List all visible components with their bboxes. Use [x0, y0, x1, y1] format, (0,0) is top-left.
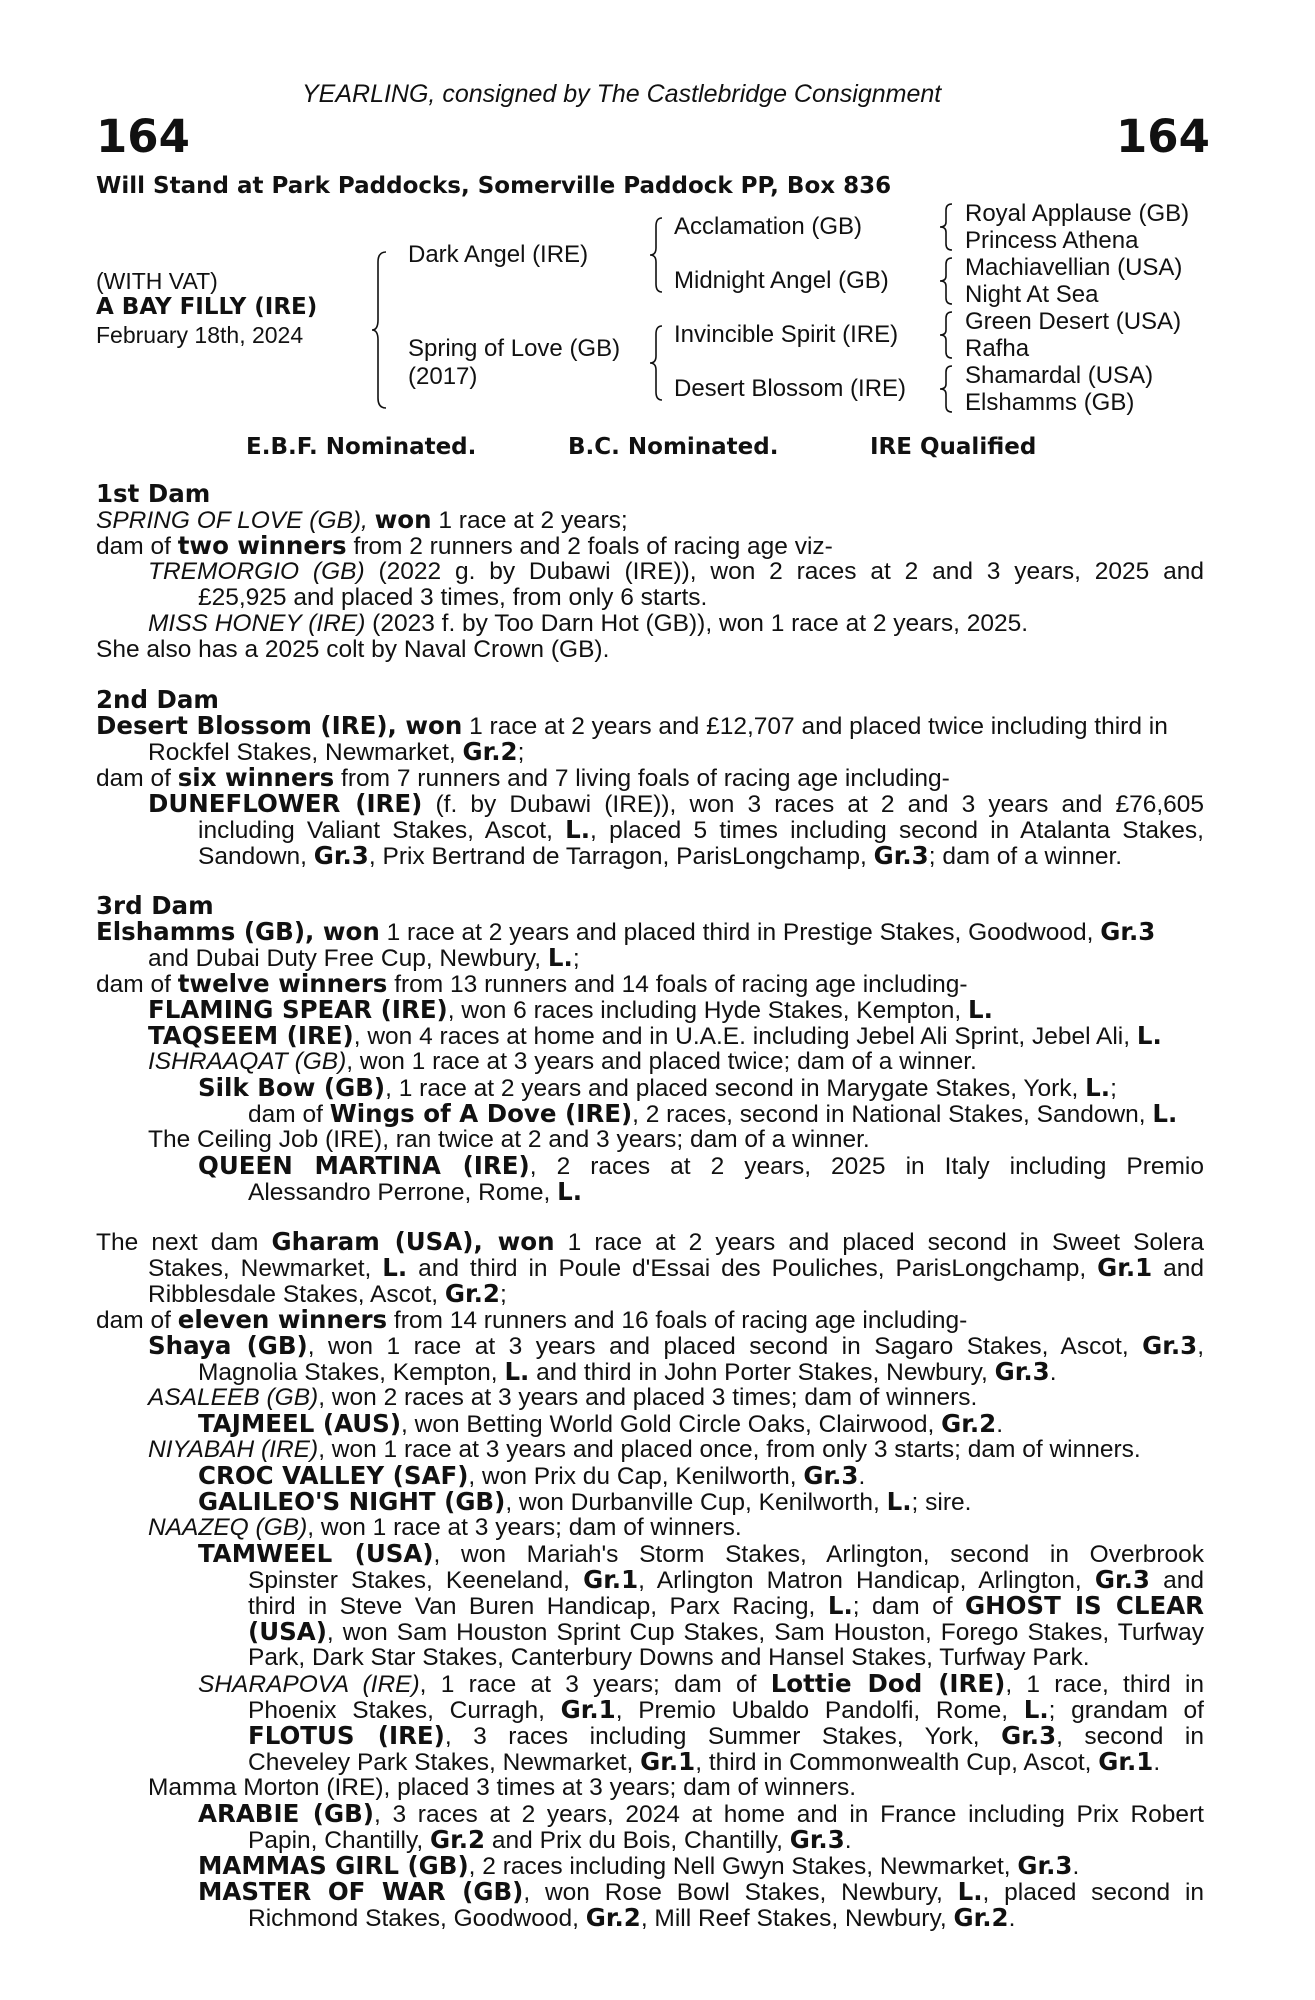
pedigree-gg-4: Night At Sea [965, 281, 1099, 308]
pedigree-bracket-sire [650, 216, 666, 294]
third-dam-line-4: FLAMING SPEAR (IRE), won 6 races including Hyde Stakes, Kempton, L. [148, 995, 993, 1024]
second-dam-line-6: Sandown, Gr.3, Prix Bertrand de Tarragon, ParisLongchamp, Gr.3; dam of a winner. [198, 841, 1123, 870]
pedigree-dam-year: (2017) [408, 363, 478, 390]
next-dam-line-10: CROC VALLEY (SAF), won Prix du Cap, Kenilworth, Gr.3. [198, 1461, 866, 1490]
pedigree-gg-8: Elshamms (GB) [965, 389, 1135, 416]
third-dam-line-7: Silk Bow (GB), 1 race at 2 years and placed second in Marygate Stakes, York, L.; [198, 1073, 1117, 1102]
pedigree-bracket-g1 [940, 202, 956, 252]
second-dam-line-5: including Valiant Stakes, Ascot, L., placed 5 times including second in Atalanta Stakes, [198, 815, 1204, 844]
next-dam-line-19: Phoenix Stakes, Curragh, Gr.1, Premio Ubaldo Pandolfi, Rome, L.; grandam of [248, 1695, 1204, 1724]
pedigree-gg-6: Rafha [965, 335, 1030, 362]
first-dam-line-6: She also has a 2025 colt by Naval Crown (GB). [96, 636, 610, 663]
first-dam-line-3: TREMORGIO (GB) (2022 g. by Dubawi (IRE)), won 2 races at 2 and 3 years, 2025 and [148, 558, 1204, 585]
pedigree-bracket-g3 [940, 310, 956, 360]
pedigree-sire-sire: Acclamation (GB) [674, 213, 863, 240]
next-dam-line-20: FLOTUS (IRE), 3 races including Summer Stakes, York, Gr.3, second in [248, 1721, 1204, 1750]
next-dam-line-4: dam of eleven winners from 14 runners and 16 foals of racing age including- [96, 1305, 968, 1334]
third-dam-line-11: Alessandro Perrone, Rome, L. [248, 1177, 583, 1206]
third-dam-line-10: QUEEN MARTINA (IRE), 2 races at 2 years, 2025 in Italy including Premio [198, 1151, 1204, 1180]
first-dam-line-2: dam of two winners from 2 runners and 2 foals of racing age viz- [96, 531, 833, 560]
next-dam-line-2: Stakes, Newmarket, L. and third in Poule d'Essai des Pouliches, ParisLongchamp, Gr.1 and [148, 1253, 1204, 1282]
next-dam-line-26: MASTER OF WAR (GB), won Rose Bowl Stakes, Newbury, L., placed second in [198, 1877, 1205, 1906]
next-dam-line-1: The next dam Gharam (USA), won 1 race at 2 years and placed second in Sweet Solera [96, 1227, 1204, 1256]
third-dam-line-5: TAQSEEM (IRE), won 4 races at home and in U.A.E. including Jebel Ali Sprint, Jebel Ali, L. [148, 1021, 1162, 1050]
next-dam-line-22: Mamma Morton (IRE), placed 3 times at 3 years; dam of winners. [148, 1774, 857, 1801]
next-dam-line-7: ASALEEB (GB), won 2 races at 3 years and placed 3 times; dam of winners. [148, 1384, 978, 1411]
pedigree-dam-dam: Desert Blossom (IRE) [674, 375, 907, 402]
third-dam-line-8: dam of Wings of A Dove (IRE), 2 races, second in National Stakes, Sandown, L. [248, 1099, 1178, 1128]
pedigree-bracket-g2 [940, 256, 956, 306]
pedigree-dam-sire: Invincible Spirit (IRE) [674, 321, 899, 348]
pedigree-bracket-main [372, 250, 392, 410]
next-dam-line-27: Richmond Stakes, Goodwood, Gr.2, Mill Reef Stakes, Newbury, Gr.2. [248, 1903, 1016, 1932]
pedigree-gg-2: Princess Athena [965, 227, 1139, 254]
next-dam-line-5: Shaya (GB), won 1 race at 3 years and placed second in Sagaro Stakes, Ascot, Gr.3, [148, 1331, 1204, 1360]
second-dam-line-2: Rockfel Stakes, Newmarket, Gr.2; [148, 737, 525, 766]
first-dam-line-1: SPRING OF LOVE (GB), won 1 race at 2 years; [96, 505, 628, 534]
next-dam-line-9: NIYABAH (IRE), won 1 race at 3 years and placed once, from only 3 starts; dam of winners. [148, 1436, 1141, 1463]
third-dam-line-1: Elshamms (GB), won 1 race at 2 years and placed third in Prestige Stakes, Goodwood, Gr.3 [96, 917, 1156, 946]
second-dam-heading: 2nd Dam [96, 685, 219, 714]
pedigree-gg-1: Royal Applause (GB) [965, 200, 1190, 227]
next-dam-line-3: Ribblesdale Stakes, Ascot, Gr.2; [148, 1279, 507, 1308]
next-dam-line-24: Papin, Chantilly, Gr.2 and Prix du Bois, Chantilly, Gr.3. [248, 1825, 852, 1854]
second-dam-line-1: Desert Blossom (IRE), won 1 race at 2 years and £12,707 and placed twice including third in [96, 711, 1168, 740]
second-dam-line-4: DUNEFLOWER (IRE) (f. by Dubawi (IRE)), won 3 races at 2 and 3 years and £76,605 [148, 789, 1205, 818]
third-dam-line-3: dam of twelve winners from 13 runners and 14 foals of racing age including- [96, 969, 968, 998]
first-dam-line-5: MISS HONEY (IRE) (2023 f. by Too Darn Hot (GB)), won 1 race at 2 years, 2025. [148, 610, 1029, 637]
pedigree-sire: Dark Angel (IRE) [408, 241, 589, 268]
next-dam-line-23: ARABIE (GB), 3 races at 2 years, 2024 at home and in France including Prix Robert [198, 1799, 1204, 1828]
pedigree-gg-5: Green Desert (USA) [965, 308, 1182, 335]
next-dam-line-16: (USA), won Sam Houston Sprint Cup Stakes, Sam Houston, Forego Stakes, Turfway [248, 1617, 1204, 1646]
horse-name: A BAY FILLY (IRE) [96, 294, 318, 320]
consignment-line: YEARLING, consigned by The Castlebridge Consignment [302, 80, 942, 108]
pedigree-bracket-dam [650, 324, 666, 402]
ebf-nominated: E.B.F. Nominated. [246, 434, 477, 460]
stand-location: Will Stand at Park Paddocks, Somerville Paddock PP, Box 836 [96, 173, 892, 199]
next-dam-line-6: Magnolia Stakes, Kempton, L. and third in John Porter Stakes, Newbury, Gr.3. [198, 1357, 1057, 1386]
pedigree-bracket-g4 [940, 364, 956, 414]
pedigree-gg-3: Machiavellian (USA) [965, 254, 1183, 281]
bc-nominated: B.C. Nominated. [568, 434, 779, 460]
next-dam-line-8: TAJMEEL (AUS), won Betting World Gold Circle Oaks, Clairwood, Gr.2. [198, 1409, 1004, 1438]
foaling-date: February 18th, 2024 [96, 322, 304, 348]
vat-note: (WITH VAT) [96, 268, 218, 294]
lot-number-right: 164 [1116, 110, 1210, 163]
next-dam-line-18: SHARAPOVA (IRE), 1 race at 3 years; dam of Lottie Dod (IRE), 1 race, third in [198, 1669, 1205, 1698]
third-dam-heading: 3rd Dam [96, 891, 214, 920]
next-dam-line-14: Spinster Stakes, Keeneland, Gr.1, Arlington Matron Handicap, Arlington, Gr.3 and [248, 1565, 1204, 1594]
next-dam-line-11: GALILEO'S NIGHT (GB), won Durbanville Cup, Kenilworth, L.; sire. [198, 1487, 972, 1516]
next-dam-line-17: Park, Dark Star Stakes, Canterbury Downs and Hansel Stakes, Turfway Park. [248, 1644, 1090, 1671]
next-dam-line-25: MAMMAS GIRL (GB), 2 races including Nell Gwyn Stakes, Newmarket, Gr.3. [198, 1851, 1080, 1880]
next-dam-line-12: NAAZEQ (GB), won 1 race at 3 years; dam of winners. [148, 1514, 742, 1541]
lot-number-left: 164 [96, 110, 190, 163]
second-dam-line-3: dam of six winners from 7 runners and 7 living foals of racing age including- [96, 763, 950, 792]
third-dam-line-2: and Dubai Duty Free Cup, Newbury, L.; [148, 943, 580, 972]
pedigree-sire-dam: Midnight Angel (GB) [674, 267, 889, 294]
next-dam-line-21: Cheveley Park Stakes, Newmarket, Gr.1, third in Commonwealth Cup, Ascot, Gr.1. [248, 1747, 1161, 1776]
pedigree-gg-7: Shamardal (USA) [965, 362, 1154, 389]
third-dam-line-6: ISHRAAQAT (GB), won 1 race at 3 years and placed twice; dam of a winner. [148, 1048, 977, 1075]
pedigree-dam: Spring of Love (GB) [408, 335, 621, 362]
first-dam-line-4: £25,925 and placed 3 times, from only 6 starts. [198, 584, 708, 611]
next-dam-line-13: TAMWEEL (USA), won Mariah's Storm Stakes, Arlington, second in Overbrook [198, 1539, 1205, 1568]
ire-qualified: IRE Qualified [870, 434, 1037, 460]
first-dam-heading: 1st Dam [96, 479, 211, 508]
third-dam-line-9: The Ceiling Job (IRE), ran twice at 2 and 3 years; dam of a winner. [148, 1126, 870, 1153]
next-dam-line-15: third in Steve Van Buren Handicap, Parx Racing, L.; dam of GHOST IS CLEAR [248, 1591, 1205, 1620]
